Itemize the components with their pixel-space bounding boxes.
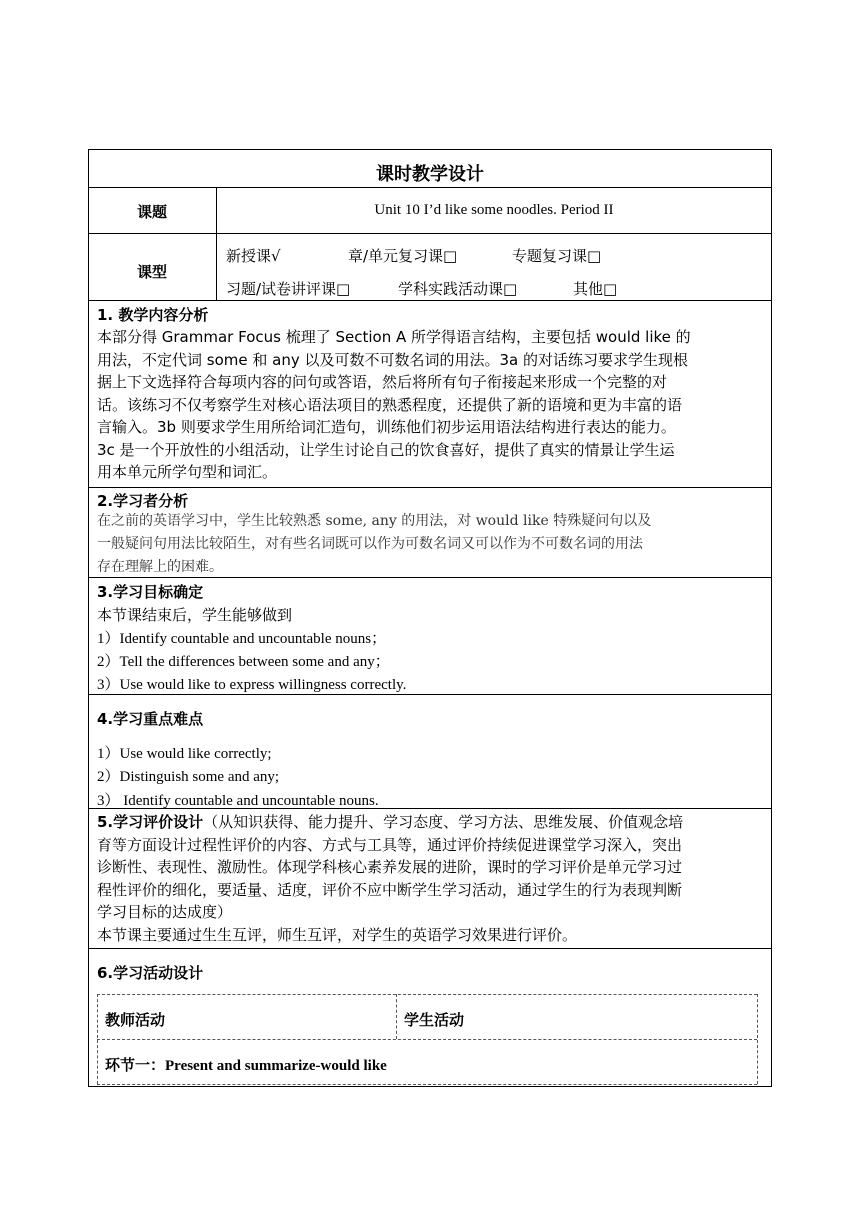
content-analysis-line: 据上下文选择符合每项内容的问句或答语，然后将所有句子衔接起来形成一个完整的对 [97,373,668,391]
evaluation-line: 诊断性、表现性、激励性。体现学科核心素养发展的进阶，课时的学习评价是单元学习过 [97,858,683,876]
evaluation-line: 育等方面设计过程性评价的内容、方式与工具等，通过评价持续促进课堂学习深入，突出 [97,835,683,854]
table-divider [88,300,772,301]
page-title: 课时教学设计 [376,164,484,185]
learner-analysis-line: 在之前的英语学习中，学生比较熟悉 some, any 的用法，对 would like 特殊疑问句以及 [97,513,652,529]
activity-table-border [757,994,758,1084]
content-analysis-line: 用法，不定代词 some 和 any 以及可数不可数名词的用法。3a 的对话练习要求学生现根 [97,350,688,369]
evaluation-line: （从知识获得、能力提升、学习态度、学习方法、思维发展、价值观念培 [203,813,684,831]
content-analysis-line: 言输入。3b 则要求学生用所给词汇造句，训练他们初步运用语法结构进行表达的能力。 [97,418,676,436]
evaluation-line: 学习目标的达成度） [97,903,233,921]
content-analysis-line: 话。该练习不仅考察学生对核心语法项目的熟悉程度，还提供了新的语境和更为丰富的语 [97,395,683,414]
learner-analysis-line: 一般疑问句用法比较陌生，对有些名词既可以作为可数名词又可以作为不可数名词的用法 [97,536,643,552]
type-option-new-lesson: 新授课√ [226,247,281,265]
section-heading-learning-goals: 3.学习目标确定 [97,583,204,601]
table-divider [88,487,772,488]
activity-table-border [97,994,757,995]
table-divider [88,187,772,188]
section-heading-content-analysis: 1. 教学内容分析 [97,306,209,324]
content-analysis-line: 3c 是一个开放性的小组活动，让学生讨论自己的饮食喜好，提供了真实的情景让学生运 [97,440,675,459]
section-heading-key-points: 4.学习重点难点 [97,710,204,728]
activity-table-border [97,1084,757,1085]
activity-table-border [396,994,397,1039]
learning-goal-item: 2）Tell the differences between some and any； [97,654,390,670]
stage-one-row [105,1054,387,1075]
key-point-item: 3） Identify countable and uncountable nouns. [97,793,379,809]
activity-table-border [97,1039,757,1040]
learning-goal-item: 1）Identify countable and uncountable nouns； [97,631,387,647]
type-option-other: 其他□ [573,280,618,298]
teacher-activity-header: 教师活动 [105,1011,166,1029]
section-heading-learner-analysis: 2.学习者分析 [97,492,189,510]
table-divider [88,694,772,695]
section-heading-evaluation: 5.学习评价设计 [97,813,204,831]
key-point-item: 1）Use would like correctly; [97,746,272,762]
activity-table-border [97,994,98,1084]
topic-value: Unit 10 I’d like some noodles. Period II [374,202,614,218]
table-divider [88,233,772,234]
learner-analysis-line: 存在理解上的困难。 [97,559,223,575]
learning-goal-item: 3）Use would like to express willingness correctly. [97,677,407,693]
evaluation-first-line [97,811,683,834]
type-option-exercise-review: 习题/试卷讲评课□ [226,280,351,298]
key-point-item: 2）Distinguish some and any; [97,769,280,785]
learning-goals-intro: 本节课结束后，学生能够做到 [97,606,293,624]
type-option-practice: 学科实践活动课□ [398,280,518,298]
topic-label: 课题 [136,203,167,221]
type-option-topic-review: 专题复习课□ [512,247,602,265]
stage-one-title: Present and summarize-would like [165,1058,387,1074]
section-heading-activity-design: 6.学习活动设计 [97,964,204,982]
student-activity-header: 学生活动 [404,1011,465,1029]
type-label: 课型 [136,263,167,281]
evaluation-line: 程性评价的细化，要适量、适度，评价不应中断学生学习活动，通过学生的行为表现判断 [97,880,683,899]
stage-one-label: 环节一： [105,1056,166,1074]
type-option-unit-review: 章/单元复习课□ [348,247,458,265]
content-analysis-line: 本部分得 Grammar Focus 梳理了 Section A 所学得语言结构，主要包括 would like 的 [97,328,691,346]
evaluation-summary: 本节课主要通过生生互评，师生互评，对学生的英语学习效果进行评价。 [97,925,578,944]
content-analysis-line: 用本单元所学句型和词汇。 [97,463,278,481]
table-divider [88,948,772,949]
